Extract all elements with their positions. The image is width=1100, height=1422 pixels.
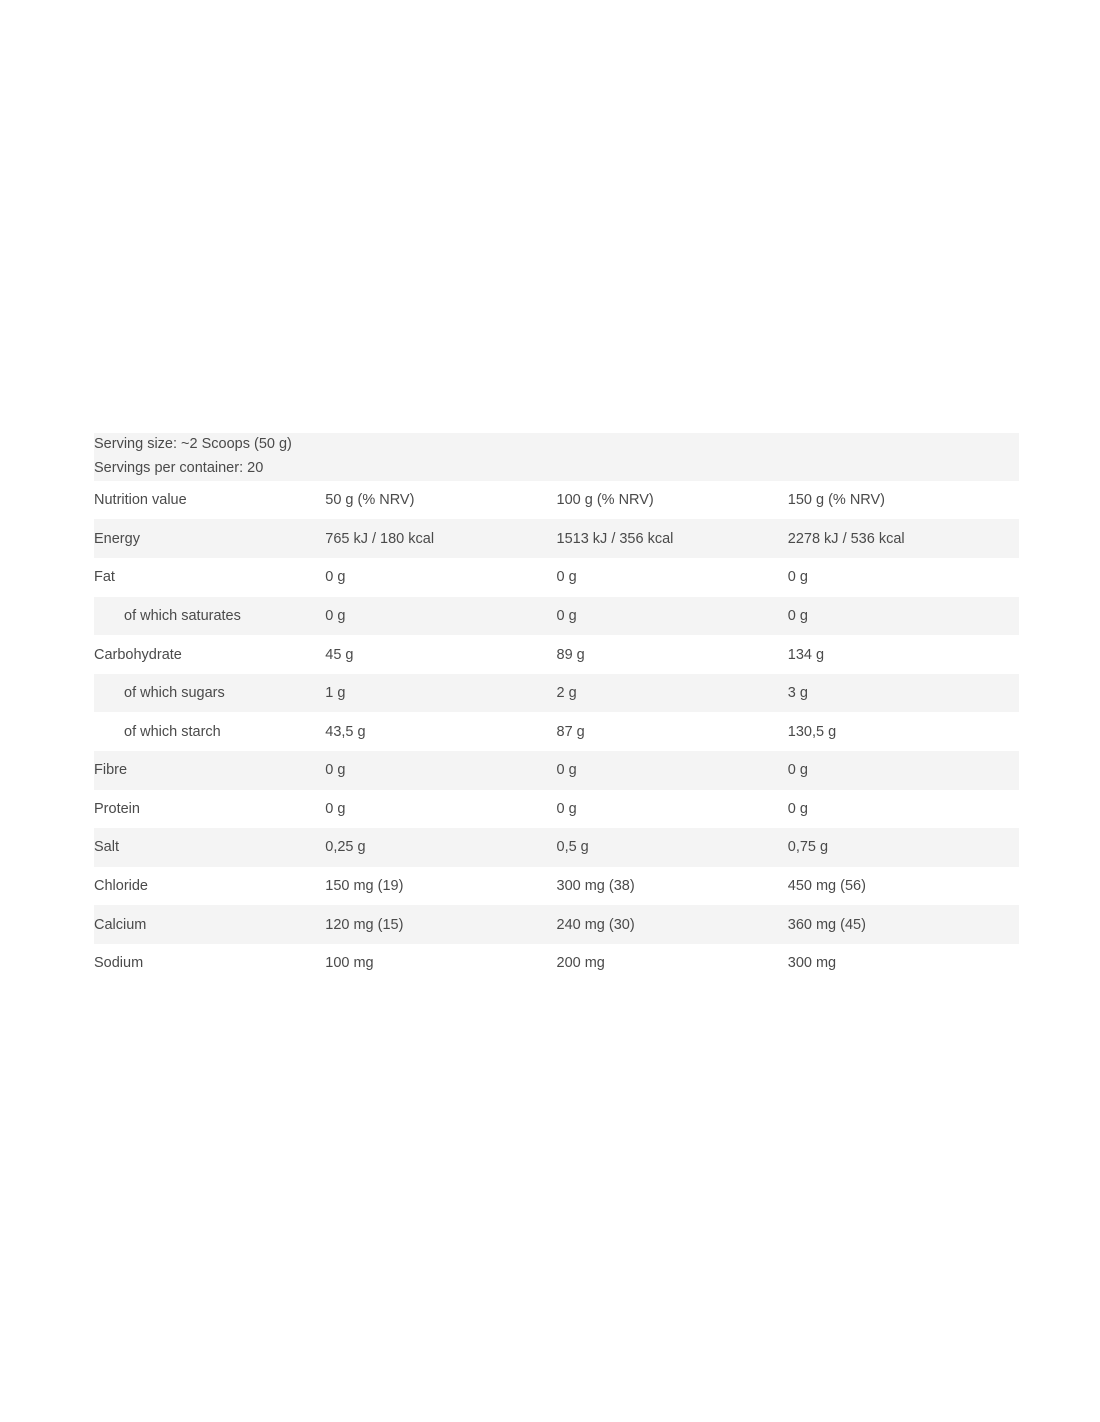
table-row	[94, 558, 1019, 597]
row-label: of which saturates	[94, 597, 325, 636]
header-col2-cell: 100 g (% NRV)	[557, 481, 788, 520]
table-row	[94, 635, 1019, 674]
row-label: Protein	[94, 790, 325, 829]
row-value-150g: 300 mg	[788, 944, 1019, 983]
row-label: Fat	[94, 558, 325, 597]
servings-per-container-text: Servings per container: 20	[94, 459, 264, 476]
row-value-150g: 134 g	[788, 635, 1019, 674]
row-value-50g: 0 g	[325, 558, 556, 597]
row-value-100g: 0 g	[557, 597, 788, 636]
row-value-150g: 360 mg (45)	[788, 905, 1019, 944]
row-label: Calcium	[94, 905, 325, 944]
table-row	[94, 519, 1019, 558]
table-row	[94, 867, 1019, 906]
row-value-100g: 300 mg (38)	[557, 867, 788, 906]
table-row	[94, 597, 1019, 636]
row-value-100g: 0 g	[557, 558, 788, 597]
row-value-50g: 150 mg (19)	[325, 867, 556, 906]
row-label: Carbohydrate	[94, 635, 325, 674]
row-value-100g: 0,5 g	[557, 828, 788, 867]
header-col3-cell: 150 g (% NRV)	[788, 481, 1019, 520]
table-row	[94, 944, 1019, 983]
row-value-150g: 0 g	[788, 790, 1019, 829]
row-value-150g: 130,5 g	[788, 712, 1019, 751]
row-label: Fibre	[94, 751, 325, 790]
row-value-150g: 0 g	[788, 558, 1019, 597]
row-value-100g: 0 g	[557, 790, 788, 829]
row-value-100g: 87 g	[557, 712, 788, 751]
row-value-50g: 0 g	[325, 751, 556, 790]
row-label: of which sugars	[94, 674, 325, 713]
table-row	[94, 751, 1019, 790]
row-label: Chloride	[94, 867, 325, 906]
row-value-150g: 0,75 g	[788, 828, 1019, 867]
row-value-150g: 0 g	[788, 751, 1019, 790]
row-value-100g: 1513 kJ / 356 kcal	[557, 519, 788, 558]
row-value-50g: 0,25 g	[325, 828, 556, 867]
row-value-150g: 2278 kJ / 536 kcal	[788, 519, 1019, 558]
row-value-50g: 43,5 g	[325, 712, 556, 751]
row-value-50g: 45 g	[325, 635, 556, 674]
header-label-cell: Nutrition value	[94, 481, 325, 520]
row-value-50g: 765 kJ / 180 kcal	[325, 519, 556, 558]
row-label: of which starch	[94, 712, 325, 751]
row-value-100g: 200 mg	[557, 944, 788, 983]
table-header-row	[94, 481, 1019, 520]
table-row	[94, 905, 1019, 944]
row-value-50g: 100 mg	[325, 944, 556, 983]
row-label: Energy	[94, 519, 325, 558]
header-col1-cell: 50 g (% NRV)	[325, 481, 556, 520]
table-row	[94, 828, 1019, 867]
row-label: Salt	[94, 828, 325, 867]
row-label: Sodium	[94, 944, 325, 983]
row-value-150g: 3 g	[788, 674, 1019, 713]
table-row	[94, 712, 1019, 751]
table-row	[94, 790, 1019, 829]
row-value-100g: 2 g	[557, 674, 788, 713]
row-value-50g: 1 g	[325, 674, 556, 713]
nutrition-facts-panel	[94, 433, 1019, 983]
row-value-100g: 0 g	[557, 751, 788, 790]
row-value-100g: 240 mg (30)	[557, 905, 788, 944]
nutrition-table	[94, 433, 1019, 983]
table-row	[94, 674, 1019, 713]
serving-info-cell	[94, 433, 1019, 481]
nutrition-table-body	[94, 433, 1019, 983]
row-value-150g: 450 mg (56)	[788, 867, 1019, 906]
row-value-50g: 0 g	[325, 790, 556, 829]
row-value-50g: 0 g	[325, 597, 556, 636]
row-value-150g: 0 g	[788, 597, 1019, 636]
serving-info-row	[94, 433, 1019, 481]
row-value-100g: 89 g	[557, 635, 788, 674]
row-value-50g: 120 mg (15)	[325, 905, 556, 944]
serving-size-text: Serving size: ~2 Scoops (50 g)	[94, 436, 292, 452]
